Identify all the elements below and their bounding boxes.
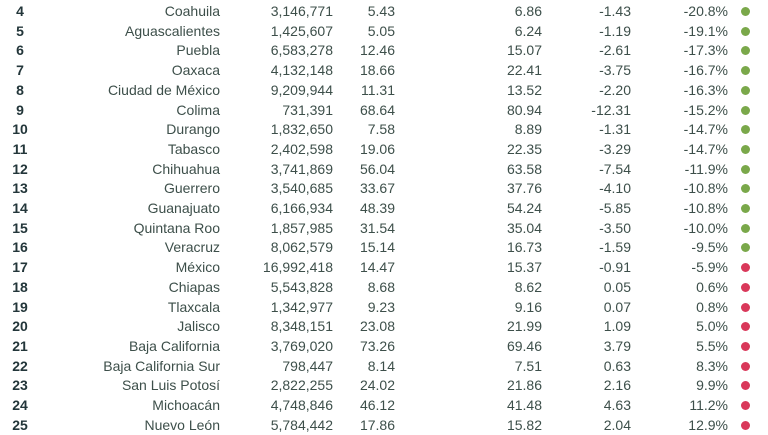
rank-cell: 21 <box>12 337 28 354</box>
value-a-cell: 5.43 <box>367 3 395 19</box>
population-cell: 1,342,977 <box>270 298 333 315</box>
value-a-cell: 48.39 <box>359 200 395 216</box>
status-dot-icon <box>741 184 750 193</box>
rank-cell: 11 <box>12 140 28 157</box>
value-b-cell: 7.51 <box>514 357 542 374</box>
population-cell: 2,822,255 <box>270 377 333 394</box>
population-cell: 4,132,148 <box>270 62 333 79</box>
population-cell: 1,857,985 <box>270 219 333 236</box>
state-name-cell: Baja California <box>128 337 220 354</box>
rank-cell: 6 <box>16 42 24 59</box>
status-dot-icon <box>741 342 750 351</box>
status-dot-icon <box>741 86 750 95</box>
population-cell: 2,402,598 <box>270 140 333 157</box>
status-dot-icon <box>741 125 750 134</box>
status-dot-icon <box>741 145 750 154</box>
difference-cell: -5.85 <box>599 200 631 216</box>
table-row <box>0 375 768 395</box>
percent-change-cell: -11.9% <box>684 160 728 177</box>
value-b-cell: 69.46 <box>506 337 542 354</box>
difference-cell: -0.91 <box>599 259 631 276</box>
table-row <box>0 139 768 159</box>
rank-cell: 8 <box>16 81 24 98</box>
value-b-cell: 9.16 <box>514 298 542 315</box>
status-dot-icon <box>741 263 750 272</box>
population-cell: 6,583,278 <box>270 42 333 59</box>
state-name-cell: Ciudad de México <box>107 81 220 98</box>
value-a-cell: 73.26 <box>359 337 395 354</box>
value-b-cell: 54.24 <box>506 200 542 216</box>
rank-cell: 18 <box>12 278 28 295</box>
value-b-cell: 16.73 <box>506 239 542 256</box>
value-a-cell: 24.02 <box>359 377 395 394</box>
status-dot-icon <box>741 7 750 16</box>
percent-change-cell: -10.8% <box>683 180 728 197</box>
population-cell: 3,769,020 <box>270 337 333 354</box>
difference-cell: 0.07 <box>603 298 631 315</box>
value-a-cell: 7.58 <box>367 121 395 138</box>
rank-cell: 13 <box>12 180 28 197</box>
percent-change-cell: -19.1% <box>683 22 728 39</box>
value-b-cell: 6.86 <box>514 3 542 19</box>
state-name-cell: Jalisco <box>177 318 220 335</box>
percent-change-cell: -10.8% <box>683 200 728 216</box>
population-cell: 5,543,828 <box>270 278 333 295</box>
value-a-cell: 68.64 <box>359 101 395 118</box>
difference-cell: 4.63 <box>603 397 631 413</box>
value-b-cell: 22.35 <box>506 140 542 157</box>
table-row <box>0 21 768 41</box>
table-row <box>0 336 768 356</box>
population-cell: 3,540,685 <box>270 180 333 197</box>
difference-cell: 0.63 <box>603 357 631 374</box>
percent-change-cell: -16.7% <box>683 62 728 79</box>
value-b-cell: 15.37 <box>506 259 542 276</box>
value-b-cell: 21.99 <box>506 318 542 335</box>
percent-change-cell: 9.9% <box>696 377 728 394</box>
rank-cell: 12 <box>12 160 28 177</box>
table-row <box>0 60 768 80</box>
population-cell: 8,348,151 <box>270 318 333 335</box>
table-row <box>0 237 768 257</box>
percent-change-cell: 8.3% <box>696 357 728 374</box>
percent-change-cell: 5.0% <box>696 318 728 335</box>
table-row <box>0 159 768 179</box>
difference-cell: -3.29 <box>599 140 631 157</box>
difference-cell: -3.75 <box>599 62 631 79</box>
rank-cell: 20 <box>12 318 28 335</box>
state-name-cell: Guanajuato <box>147 200 220 216</box>
percent-change-cell: 12.9% <box>688 416 728 433</box>
difference-cell: 2.16 <box>603 377 631 394</box>
rank-cell: 9 <box>16 101 24 118</box>
value-a-cell: 19.06 <box>359 140 395 157</box>
difference-cell: -1.19 <box>599 22 631 39</box>
table-row <box>0 257 768 277</box>
status-dot-icon <box>741 106 750 115</box>
difference-cell: 2.04 <box>603 416 631 433</box>
value-a-cell: 56.04 <box>359 160 395 177</box>
rank-cell: 15 <box>12 219 28 236</box>
percent-change-cell: -14.7% <box>683 121 728 138</box>
value-b-cell: 22.41 <box>506 62 542 79</box>
difference-cell: -12.31 <box>591 101 631 118</box>
value-b-cell: 13.52 <box>506 81 542 98</box>
state-name-cell: Tlaxcala <box>167 298 220 315</box>
status-dot-icon <box>741 243 750 252</box>
value-a-cell: 5.05 <box>367 22 395 39</box>
population-cell: 731,391 <box>282 101 333 118</box>
difference-cell: 0.05 <box>603 278 631 295</box>
population-cell: 3,146,771 <box>270 3 333 19</box>
rank-cell: 23 <box>12 377 28 394</box>
value-a-cell: 33.67 <box>359 180 395 197</box>
rank-cell: 7 <box>16 62 24 79</box>
population-cell: 16,992,418 <box>262 259 333 276</box>
value-b-cell: 35.04 <box>506 219 542 236</box>
table-row <box>0 1 768 21</box>
rank-cell: 10 <box>12 121 28 138</box>
value-a-cell: 46.12 <box>359 397 395 413</box>
percent-change-cell: -14.7% <box>683 140 728 157</box>
difference-cell: -2.20 <box>599 81 631 98</box>
state-name-cell: Chiapas <box>168 278 220 295</box>
value-a-cell: 15.14 <box>359 239 395 256</box>
difference-cell: 3.79 <box>603 337 631 354</box>
population-cell: 1,832,650 <box>270 121 333 138</box>
value-a-cell: 12.46 <box>359 42 395 59</box>
rank-cell: 22 <box>12 357 28 374</box>
value-a-cell: 11.31 <box>361 81 395 98</box>
state-name-cell: México <box>175 259 220 276</box>
value-b-cell: 6.24 <box>514 22 542 39</box>
table-row <box>0 80 768 100</box>
percent-change-cell: 0.8% <box>696 298 728 315</box>
table-row <box>0 277 768 297</box>
status-dot-icon <box>741 401 750 410</box>
table-row <box>0 40 768 60</box>
rank-cell: 17 <box>12 259 28 276</box>
status-dot-icon <box>741 421 750 430</box>
value-a-cell: 14.47 <box>359 259 395 276</box>
table-row <box>0 119 768 139</box>
percent-change-cell: -15.2% <box>683 101 728 118</box>
percent-change-cell: -16.3% <box>683 81 728 98</box>
table-row <box>0 100 768 120</box>
population-cell: 798,447 <box>282 357 333 374</box>
percent-change-cell: -20.8% <box>683 3 728 19</box>
table-row <box>0 178 768 198</box>
rank-cell: 4 <box>16 3 24 19</box>
population-cell: 9,209,944 <box>270 81 333 98</box>
population-cell: 6,166,934 <box>270 200 333 216</box>
state-name-cell: Nuevo León <box>144 416 220 433</box>
difference-cell: -4.10 <box>599 180 631 197</box>
table-row <box>0 356 768 376</box>
value-a-cell: 8.14 <box>367 357 395 374</box>
population-cell: 5,784,442 <box>270 416 333 433</box>
status-dot-icon <box>741 27 750 36</box>
value-a-cell: 8.68 <box>367 278 395 295</box>
population-cell: 4,748,846 <box>270 397 333 413</box>
status-dot-icon <box>741 381 750 390</box>
value-b-cell: 41.48 <box>506 397 542 413</box>
population-cell: 3,741,869 <box>270 160 333 177</box>
state-name-cell: Michoacán <box>152 397 220 413</box>
value-b-cell: 80.94 <box>506 101 542 118</box>
percent-change-cell: -17.3% <box>683 42 728 59</box>
state-name-cell: San Luis Potosí <box>121 377 220 394</box>
state-name-cell: Coahuila <box>164 3 220 19</box>
difference-cell: -7.54 <box>599 160 631 177</box>
table-row <box>0 297 768 317</box>
value-b-cell: 63.58 <box>506 160 542 177</box>
population-cell: 8,062,579 <box>270 239 333 256</box>
value-a-cell: 23.08 <box>359 318 395 335</box>
difference-cell: -1.59 <box>599 239 631 256</box>
percent-change-cell: 0.6% <box>696 278 728 295</box>
difference-cell: 1.09 <box>603 318 631 335</box>
rank-cell: 14 <box>12 200 28 216</box>
difference-cell: -2.61 <box>599 42 631 59</box>
state-name-cell: Veracruz <box>164 239 220 256</box>
status-dot-icon <box>741 204 750 213</box>
state-name-cell: Aguascalientes <box>125 22 220 39</box>
status-dot-icon <box>741 322 750 331</box>
state-name-cell: Oaxaca <box>171 62 220 79</box>
rank-cell: 24 <box>12 397 28 413</box>
value-a-cell: 9.23 <box>367 298 395 315</box>
table-row <box>0 218 768 238</box>
rank-cell: 16 <box>12 239 28 256</box>
table-row <box>0 198 768 218</box>
state-name-cell: Guerrero <box>163 180 220 197</box>
percent-change-cell: 11.2% <box>689 397 728 413</box>
value-b-cell: 8.62 <box>514 278 542 295</box>
difference-cell: -1.43 <box>599 3 631 19</box>
difference-cell: -3.50 <box>599 219 631 236</box>
percent-change-cell: 5.5% <box>696 337 728 354</box>
value-b-cell: 15.07 <box>506 42 542 59</box>
table-row <box>0 316 768 336</box>
percent-change-cell: -10.0% <box>683 219 728 236</box>
rank-cell: 5 <box>16 22 24 39</box>
state-name-cell: Durango <box>166 121 220 138</box>
status-dot-icon <box>741 165 750 174</box>
state-name-cell: Baja California Sur <box>103 357 220 374</box>
table-row <box>0 395 768 415</box>
state-name-cell: Colima <box>176 101 220 118</box>
rank-cell: 25 <box>12 416 28 433</box>
value-b-cell: 15.82 <box>506 416 542 433</box>
rank-cell: 19 <box>12 298 28 315</box>
value-b-cell: 37.76 <box>506 180 542 197</box>
percent-change-cell: -9.5% <box>691 239 728 256</box>
status-dot-icon <box>741 224 750 233</box>
state-name-cell: Puebla <box>176 42 220 59</box>
value-a-cell: 17.86 <box>359 416 395 433</box>
state-name-cell: Quintana Roo <box>133 219 220 236</box>
population-cell: 1,425,607 <box>270 22 333 39</box>
value-a-cell: 31.54 <box>359 219 395 236</box>
value-a-cell: 18.66 <box>359 62 395 79</box>
status-dot-icon <box>741 362 750 371</box>
status-dot-icon <box>741 303 750 312</box>
status-dot-icon <box>741 283 750 292</box>
value-b-cell: 21.86 <box>506 377 542 394</box>
value-b-cell: 8.89 <box>514 121 542 138</box>
state-name-cell: Chihuahua <box>152 160 220 177</box>
status-dot-icon <box>741 46 750 55</box>
percent-change-cell: -5.9% <box>691 259 728 276</box>
state-name-cell: Tabasco <box>167 140 220 157</box>
difference-cell: -1.31 <box>599 121 631 138</box>
status-dot-icon <box>741 66 750 75</box>
